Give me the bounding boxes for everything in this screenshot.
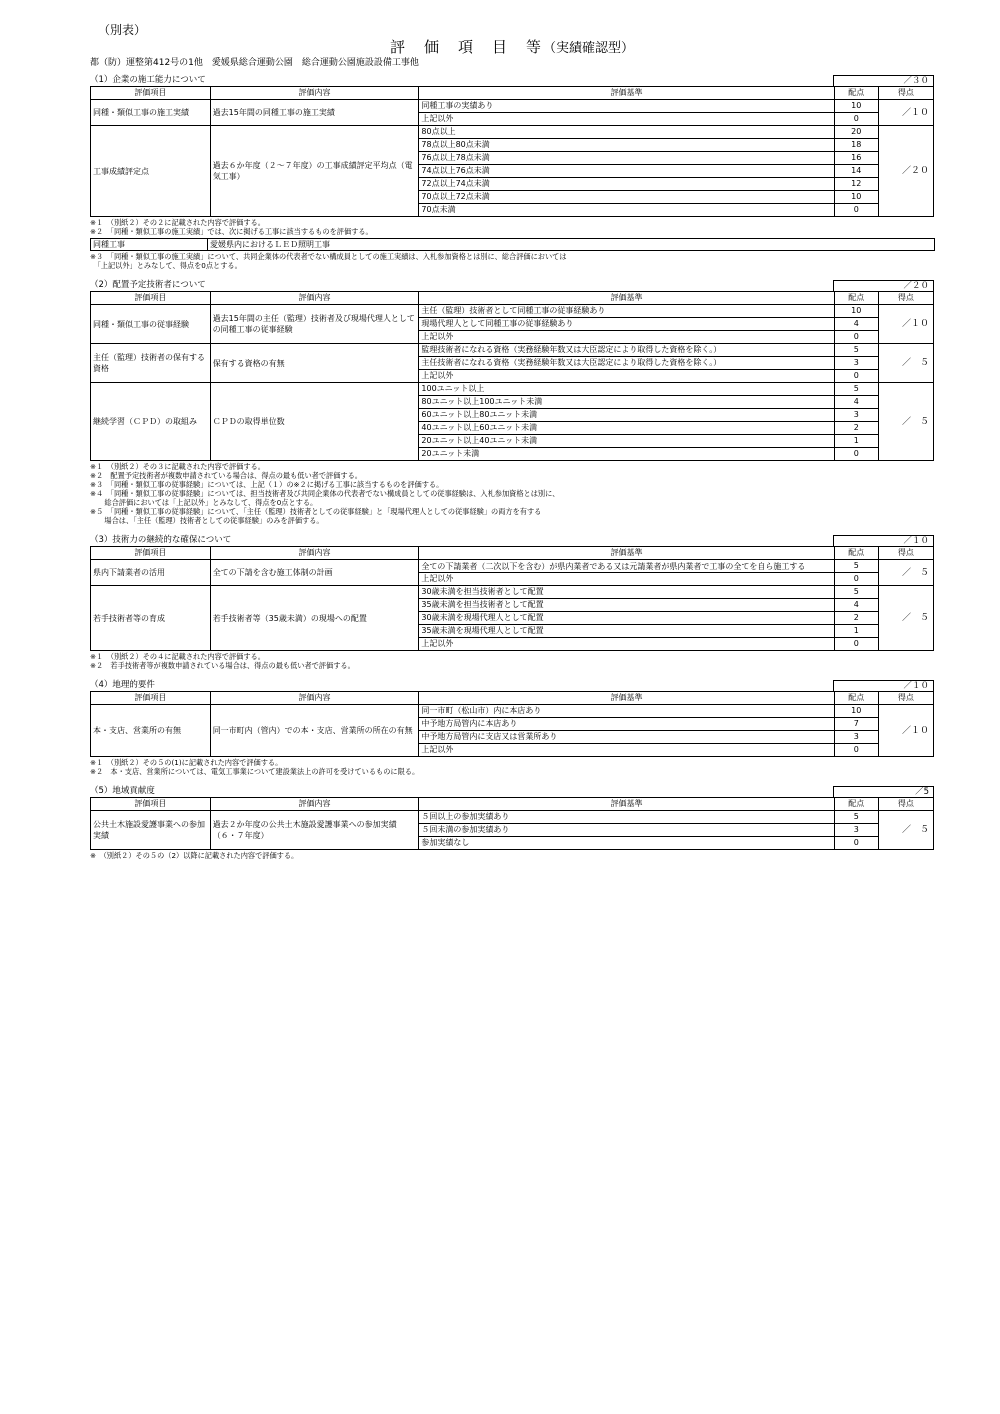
criteria-cell: 上記以外	[419, 573, 834, 586]
table-header-row	[91, 692, 934, 705]
table-row	[91, 705, 934, 718]
note-line: ※３ 「同種・類似工事の施工実績」について、共同企業体の代表者でない構成員としての施工実績は、入札参加資格とは別に、総合評価においては	[90, 252, 567, 261]
criteria-cell: 同種工事の実績あり	[419, 100, 834, 113]
header-score: 得点	[878, 87, 933, 100]
section-1	[90, 74, 934, 270]
item-cell: 県内下請業者の活用	[91, 560, 211, 586]
header-item: 評価項目	[91, 547, 211, 560]
content-cell: 過去15年間の同種工事の施工実績	[210, 100, 419, 126]
criteria-cell: 30歳未満を現場代理人として配置	[419, 612, 834, 625]
note-line: ※１ （別紙２）その３に記載された内容で評価する。	[90, 462, 265, 471]
evaluation-table	[90, 691, 934, 757]
criteria-cell: 20ユニット以上40ユニット未満	[419, 435, 834, 448]
title-main: 評 価 項 目 等	[389, 38, 543, 56]
criteria-cell: 70点未満	[419, 204, 834, 217]
score-cell: ／ ５	[878, 344, 933, 383]
header-content: 評価内容	[210, 547, 419, 560]
points-cell: 10	[834, 305, 878, 318]
table-row	[91, 305, 934, 318]
table-row	[91, 586, 934, 599]
criteria-cell: 76点以上78点未満	[419, 152, 834, 165]
evaluation-table	[90, 291, 934, 461]
header-criteria: 評価基準	[419, 798, 834, 811]
note-line: ※１ （別紙２）その４に記載された内容で評価する。	[90, 652, 265, 661]
points-cell: 4	[834, 599, 878, 612]
header-item: 評価項目	[91, 692, 211, 705]
criteria-cell: 60ユニット以上80ユニット未満	[419, 409, 834, 422]
header-content: 評価内容	[210, 292, 419, 305]
section-notes	[90, 758, 934, 776]
header-criteria: 評価基準	[419, 292, 834, 305]
header-criteria: 評価基準	[419, 692, 834, 705]
evaluation-document	[90, 22, 934, 860]
note-line: ※２ 「同種・類似工事の施工実績」では、次に掲げる工事に該当するものを評価する。	[90, 227, 373, 236]
criteria-cell: 74点以上76点未満	[419, 165, 834, 178]
points-cell: 1	[834, 435, 878, 448]
header-criteria: 評価基準	[419, 547, 834, 560]
page-title	[90, 38, 934, 56]
points-cell: 5	[834, 586, 878, 599]
points-cell: 5	[834, 560, 878, 573]
header-item: 評価項目	[91, 292, 211, 305]
section-title: （1）企業の施工能力について	[90, 75, 206, 85]
points-cell: 3	[834, 409, 878, 422]
criteria-cell: 主任技術者になれる資格（実務経験年数又は大臣認定により取得した資格を除く。）	[419, 357, 834, 370]
note-line: ※２ 本・支店、営業所については、電気工事業について建設業法上の許可を受けているものに限る。	[90, 767, 420, 776]
score-cell: ／２０	[878, 126, 933, 217]
points-cell: 12	[834, 178, 878, 191]
points-cell: 0	[834, 113, 878, 126]
section-2	[90, 279, 934, 525]
project-name: 都（防）運整第412号の1他 愛媛県総合運動公園 総合運動公園施設設備工事他	[90, 58, 419, 68]
score-cell: ／１０	[878, 705, 933, 757]
evaluation-table	[90, 546, 934, 651]
header-points: 配点	[834, 547, 878, 560]
criteria-cell: 30歳未満を担当技術者として配置	[419, 586, 834, 599]
points-cell: 10	[834, 100, 878, 113]
content-cell: 過去２か年度の公共土木施設愛護事業への参加実績（６・７年度）	[210, 811, 419, 850]
criteria-cell: 監理技術者になれる資格（実務経験年数又は大臣認定により取得した資格を除く。）	[419, 344, 834, 357]
criteria-cell: 主任（監理）技術者として同種工事の従事経験あり	[419, 305, 834, 318]
criteria-cell: 上記以外	[419, 370, 834, 383]
content-cell: 若手技術者等（35歳未満）の現場への配置	[210, 586, 419, 651]
section-notes	[90, 851, 934, 860]
table-row	[91, 811, 934, 824]
table-row	[91, 100, 934, 113]
header-score: 得点	[878, 292, 933, 305]
item-cell: 継続学習（ＣＰＤ）の取組み	[91, 383, 211, 461]
points-cell: 14	[834, 165, 878, 178]
header-item: 評価項目	[91, 87, 211, 100]
note-line: ※４ 「同種・類似工事の従事経験」については、担当技術者及び共同企業体の代表者でない構成員としての従事経験は、入札参加資格とは別に、	[90, 489, 560, 498]
points-cell: 0	[834, 331, 878, 344]
table-row	[91, 560, 934, 573]
note-line: ※２ 配置予定技術者が複数申請されている場合は、得点の最も低い者で評価する。	[90, 471, 362, 480]
criteria-cell: 78点以上80点未満	[419, 139, 834, 152]
same-work-table	[90, 238, 935, 251]
criteria-cell: 現場代理人として同種工事の従事経験あり	[419, 318, 834, 331]
criteria-cell: 35歳未満を担当技術者として配置	[419, 599, 834, 612]
item-cell: 同種・類似工事の施工実績	[91, 100, 211, 126]
criteria-cell: ５回未満の参加実績あり	[419, 824, 834, 837]
table-row	[91, 126, 934, 139]
points-cell: 0	[834, 448, 878, 461]
header-points: 配点	[834, 692, 878, 705]
points-cell: 5	[834, 344, 878, 357]
table-header-row	[91, 87, 934, 100]
section-max-score: ／１０	[833, 535, 934, 546]
content-cell: 過去15年間の主任（監理）技術者及び現場代理人としての同種工事の従事経験	[210, 305, 419, 344]
note-line: ※２ 若手技術者等が複数申請されている場合は、得点の最も低い者で評価する。	[90, 661, 355, 670]
points-cell: 10	[834, 705, 878, 718]
table-header-row	[91, 292, 934, 305]
section-title: （2）配置予定技術者について	[90, 280, 206, 290]
section-5	[90, 785, 934, 860]
section-max-score: ／5	[833, 786, 934, 797]
note-line: ※５ 「同種・類似工事の従事経験」について、「主任（監理）技術者としての従事経験」と「現場代理人としての従事経験」の両方を有する	[90, 507, 542, 516]
section-max-score: ／２０	[833, 280, 934, 291]
note-line: 場合は、「主任（監理）技術者としての従事経験」のみを評価する。	[90, 516, 324, 525]
points-cell: 0	[834, 638, 878, 651]
criteria-cell: 上記以外	[419, 331, 834, 344]
criteria-cell: 40ユニット以上60ユニット未満	[419, 422, 834, 435]
table-header-row	[91, 798, 934, 811]
item-cell: 同種・類似工事の従事経験	[91, 305, 211, 344]
points-cell: 2	[834, 422, 878, 435]
points-cell: 5	[834, 811, 878, 824]
section-notes	[90, 218, 934, 236]
same-work-label: 同種工事	[91, 239, 208, 251]
note-line: ※１ （別紙２）その２に記載された内容で評価する。	[90, 218, 265, 227]
points-cell: 3	[834, 731, 878, 744]
section-title: （5）地域貢献度	[90, 786, 155, 796]
table-row	[91, 239, 935, 251]
criteria-cell: 上記以外	[419, 113, 834, 126]
section-notes	[90, 252, 934, 270]
content-cell: 保有する資格の有無	[210, 344, 419, 383]
criteria-cell: 80点以上	[419, 126, 834, 139]
points-cell: 0	[834, 204, 878, 217]
score-cell: ／１０	[878, 305, 933, 344]
title-subtitle: （実績確認型）	[543, 41, 635, 56]
item-cell: 主任（監理）技術者の保有する資格	[91, 344, 211, 383]
points-cell: 2	[834, 612, 878, 625]
points-cell: 7	[834, 718, 878, 731]
criteria-cell: 全ての下請業者（二次以下を含む）が県内業者である又は元請業者が県内業者で工事の全てを自ら施工する	[419, 560, 834, 573]
content-cell: 過去６か年度（２～７年度）の工事成績評定平均点（電気工事）	[210, 126, 419, 217]
criteria-cell: 20ユニット未満	[419, 448, 834, 461]
note-line: ※３ 「同種・類似工事の従事経験」については、上記（１）の※２に掲げる工事に該当するものを評価する。	[90, 480, 444, 489]
note-line: ※ （別紙２）その５の（2）以降に記載された内容で評価する。	[90, 851, 299, 860]
item-cell: 本・支店、営業所の有無	[91, 705, 211, 757]
points-cell: 16	[834, 152, 878, 165]
score-cell: ／ ５	[878, 560, 933, 586]
header-points: 配点	[834, 292, 878, 305]
header-criteria: 評価基準	[419, 87, 834, 100]
section-max-score: ／３０	[833, 75, 934, 86]
note-line: 総合評価においては「上記以外」とみなして、得点を0点とする。	[90, 498, 318, 507]
points-cell: 0	[834, 370, 878, 383]
points-cell: 0	[834, 744, 878, 757]
header-points: 配点	[834, 87, 878, 100]
criteria-cell: ５回以上の参加実績あり	[419, 811, 834, 824]
points-cell: 0	[834, 573, 878, 586]
points-cell: 0	[834, 837, 878, 850]
content-cell: ＣＰＤの取得単位数	[210, 383, 419, 461]
criteria-cell: 100ユニット以上	[419, 383, 834, 396]
score-cell: ／ ５	[878, 586, 933, 651]
header-content: 評価内容	[210, 692, 419, 705]
section-4	[90, 679, 934, 776]
header-content: 評価内容	[210, 798, 419, 811]
table-row	[91, 344, 934, 357]
score-cell: ／１０	[878, 100, 933, 126]
criteria-cell: 参加実績なし	[419, 837, 834, 850]
points-cell: 4	[834, 318, 878, 331]
criteria-cell: 35歳未満を現場代理人として配置	[419, 625, 834, 638]
criteria-cell: 中予地方局管内に支店又は営業所あり	[419, 731, 834, 744]
criteria-cell: 70点以上72点未満	[419, 191, 834, 204]
criteria-cell: 上記以外	[419, 638, 834, 651]
evaluation-table	[90, 86, 934, 217]
criteria-cell: 上記以外	[419, 744, 834, 757]
points-cell: 20	[834, 126, 878, 139]
note-line: 「上記以外」とみなして、得点を0点とする。	[90, 261, 242, 270]
content-cell: 同一市町内（管内）での本・支店、営業所の所在の有無	[210, 705, 419, 757]
header-item: 評価項目	[91, 798, 211, 811]
header-score: 得点	[878, 798, 933, 811]
points-cell: 1	[834, 625, 878, 638]
points-cell: 10	[834, 191, 878, 204]
item-cell: 若手技術者等の育成	[91, 586, 211, 651]
appendix-label: （別表）	[98, 23, 147, 37]
section-max-score: ／１０	[833, 680, 934, 691]
score-cell: ／ ５	[878, 811, 933, 850]
points-cell: 18	[834, 139, 878, 152]
score-cell: ／ ５	[878, 383, 933, 461]
section-notes	[90, 652, 934, 670]
criteria-cell: 同一市町（松山市）内に本店あり	[419, 705, 834, 718]
header-points: 配点	[834, 798, 878, 811]
points-cell: 5	[834, 383, 878, 396]
section-3	[90, 534, 934, 670]
table-header-row	[91, 547, 934, 560]
header-score: 得点	[878, 547, 933, 560]
evaluation-table	[90, 797, 934, 850]
header-content: 評価内容	[210, 87, 419, 100]
note-line: ※１ （別紙２）その５の(1)に記載された内容で評価する。	[90, 758, 283, 767]
table-row	[91, 383, 934, 396]
same-work-value: 愛媛県内におけるＬＥＤ照明工事	[208, 239, 935, 251]
item-cell: 公共土木施設愛護事業への参加実績	[91, 811, 211, 850]
criteria-cell: 80ユニット以上100ユニット未満	[419, 396, 834, 409]
criteria-cell: 72点以上74点未満	[419, 178, 834, 191]
section-notes	[90, 462, 934, 525]
criteria-cell: 中予地方局管内に本店あり	[419, 718, 834, 731]
header-score: 得点	[878, 692, 933, 705]
content-cell: 全ての下請を含む施工体制の計画	[210, 560, 419, 586]
item-cell: 工事成績評定点	[91, 126, 211, 217]
section-title: （3）技術力の継続的な確保について	[90, 535, 232, 545]
points-cell: 3	[834, 357, 878, 370]
section-title: （4）地理的要件	[90, 680, 155, 690]
points-cell: 3	[834, 824, 878, 837]
points-cell: 4	[834, 396, 878, 409]
